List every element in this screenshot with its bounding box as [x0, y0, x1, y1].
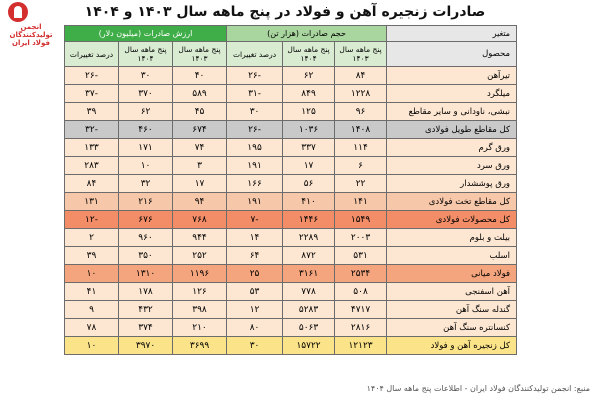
vol-1403-cell: ۲۵۳۴ [335, 265, 387, 283]
val-1404-cell: ۱۷۸ [119, 283, 173, 301]
row-label: میلگرد [387, 85, 517, 103]
header-val-change: درصد تغییرات [65, 42, 119, 67]
vol-change-cell: ۵۳ [227, 283, 283, 301]
val-1404-cell: ۳۷۴ [119, 319, 173, 337]
association-logo [2, 2, 60, 47]
vol-1404-cell: ۳۳۷ [283, 139, 335, 157]
export-table-container [64, 25, 516, 355]
page-title: صادرات زنجیره آهن و فولاد در پنج ماهه سال ۱۴۰۳ و ۱۴۰۴ [84, 4, 486, 20]
val-1403-cell: ۹۴ [173, 193, 227, 211]
val-1404-cell: ۶۷۶ [119, 211, 173, 229]
vol-1404-cell: ۱۲۵ [283, 103, 335, 121]
table-row [65, 139, 517, 157]
table-row [65, 229, 517, 247]
vol-1403-cell: ۶ [335, 157, 387, 175]
vol-change-cell: ۱۹۵ [227, 139, 283, 157]
vol-1403-cell: ۲۸۱۶ [335, 319, 387, 337]
val-1404-cell: ۳۵۰ [119, 247, 173, 265]
header-value-group: ارزش صادرات (میلیون دلار) [65, 26, 227, 42]
vol-change-cell: ۱۹۱ [227, 193, 283, 211]
vol-1404-cell: ۱۴۴۶ [283, 211, 335, 229]
table-row [65, 283, 517, 301]
val-1403-cell: ۹۴۴ [173, 229, 227, 247]
val-1404-cell: ۱۰ [119, 157, 173, 175]
val-1404-cell: ۴۶۰ [119, 121, 173, 139]
row-label: آهن اسفنجی [387, 283, 517, 301]
vol-change-cell: ۱۲ [227, 301, 283, 319]
row-label: کل مقاطع تخت فولادی [387, 193, 517, 211]
vol-1403-cell: ۹۶ [335, 103, 387, 121]
vol-1404-cell: ۶۲ [283, 67, 335, 85]
val-change-cell: ۳۹ [65, 103, 119, 121]
val-1403-cell: ۳ [173, 157, 227, 175]
export-table [64, 25, 517, 355]
vol-1403-cell: ۱۵۴۹ [335, 211, 387, 229]
table-body [65, 67, 517, 355]
table-row [65, 157, 517, 175]
vol-change-cell: ۳۰ [227, 337, 283, 355]
table-row [65, 67, 517, 85]
header-val-1404: پنج ماهه سال ۱۴۰۴ [119, 42, 173, 67]
vol-1404-cell: ۲۲۸۹ [283, 229, 335, 247]
vol-1403-cell: ۱۱۴ [335, 139, 387, 157]
header-variable: متغیر [387, 26, 517, 42]
val-1404-cell: ۱۳۱۰ [119, 265, 173, 283]
vol-1403-cell: ۲۰۰۳ [335, 229, 387, 247]
val-1404-cell: ۱۷۱ [119, 139, 173, 157]
header-product: محصول [387, 42, 517, 67]
val-1403-cell: ۷۶۸ [173, 211, 227, 229]
vol-1403-cell: ۵۳۱ [335, 247, 387, 265]
vol-1404-cell: ۸۷۲ [283, 247, 335, 265]
val-change-cell: ۲ [65, 229, 119, 247]
vol-1404-cell: ۸۴۹ [283, 85, 335, 103]
val-change-cell: ۲۸۳ [65, 157, 119, 175]
vol-change-cell: ۶۴ [227, 247, 283, 265]
table-row [65, 193, 517, 211]
vol-1404-cell: ۳۱۶۱ [283, 265, 335, 283]
val-1404-cell: ۲۱۶ [119, 193, 173, 211]
row-label: کل زنجیره آهن و فولاد [387, 337, 517, 355]
vol-1403-cell: ۲۲ [335, 175, 387, 193]
val-1403-cell: ۷۴ [173, 139, 227, 157]
val-change-cell: -۳۷ [65, 85, 119, 103]
val-1404-cell: ۶۲ [119, 103, 173, 121]
val-1404-cell: ۹۶۰ [119, 229, 173, 247]
logo-text: انجمن تولیدکنندگان فولاد ایران [9, 23, 53, 47]
vol-1403-cell: ۵۰۸ [335, 283, 387, 301]
table-row [65, 103, 517, 121]
table-row [65, 175, 517, 193]
logo-mark-icon [8, 2, 28, 22]
val-change-cell: ۱۳۱ [65, 193, 119, 211]
vol-1403-cell: ۱۴۰۸ [335, 121, 387, 139]
table-row [65, 301, 517, 319]
table-row [65, 85, 517, 103]
vol-change-cell: -۲۶ [227, 67, 283, 85]
header-vol-1403: پنج ماهه سال ۱۴۰۳ [335, 42, 387, 67]
row-label: اسلب [387, 247, 517, 265]
table-row [65, 247, 517, 265]
val-1403-cell: ۱۲۶ [173, 283, 227, 301]
table-row [65, 265, 517, 283]
val-1404-cell: ۴۳۲ [119, 301, 173, 319]
row-label: نبشی، ناودانی و سایر مقاطع [387, 103, 517, 121]
val-1403-cell: ۵۸۹ [173, 85, 227, 103]
val-1404-cell: ۳۲ [119, 175, 173, 193]
vol-change-cell: ۳۰ [227, 103, 283, 121]
vol-change-cell: ۸۰ [227, 319, 283, 337]
row-label: ورق پوششدار [387, 175, 517, 193]
vol-change-cell: ۲۵ [227, 265, 283, 283]
val-1404-cell: ۳۰ [119, 67, 173, 85]
source-footnote: منبع: انجمن تولیدکنندگان فولاد ایران - اطلاعات پنج ماهه سال ۱۴۰۴ [366, 384, 590, 393]
vol-change-cell: -۳۱ [227, 85, 283, 103]
val-change-cell: ۱۳۳ [65, 139, 119, 157]
table-row [65, 121, 517, 139]
row-label: فولاد میانی [387, 265, 517, 283]
val-1403-cell: ۴۰ [173, 67, 227, 85]
table-row [65, 337, 517, 355]
val-change-cell: ۳۹ [65, 247, 119, 265]
vol-1404-cell: ۵۶ [283, 175, 335, 193]
val-1404-cell: ۳۷۰ [119, 85, 173, 103]
row-label: کل مقاطع طویل فولادی [387, 121, 517, 139]
row-label: بیلت و بلوم [387, 229, 517, 247]
vol-1403-cell: ۱۴۱ [335, 193, 387, 211]
header-volume-group: حجم صادرات (هزار تن) [227, 26, 387, 42]
val-1403-cell: ۳۶۹۹ [173, 337, 227, 355]
val-change-cell: -۲۶ [65, 67, 119, 85]
header-val-1403: پنج ماهه سال ۱۴۰۳ [173, 42, 227, 67]
vol-1403-cell: ۱۲۱۲۳ [335, 337, 387, 355]
row-label: ورق گرم [387, 139, 517, 157]
val-1403-cell: ۲۵۲ [173, 247, 227, 265]
val-change-cell: ۴۱ [65, 283, 119, 301]
val-change-cell: -۳۲ [65, 121, 119, 139]
val-change-cell: ۷۸ [65, 319, 119, 337]
vol-1404-cell: ۵۲۸۳ [283, 301, 335, 319]
val-change-cell: ۹ [65, 301, 119, 319]
row-label: گندله سنگ آهن [387, 301, 517, 319]
vol-change-cell: -۲۶ [227, 121, 283, 139]
val-change-cell: ۱۰ [65, 337, 119, 355]
vol-1404-cell: ۱۰۳۶ [283, 121, 335, 139]
vol-1404-cell: ۴۱۰ [283, 193, 335, 211]
val-change-cell: ۱۰ [65, 265, 119, 283]
row-label: تیرآهن [387, 67, 517, 85]
vol-change-cell: ۱۹۱ [227, 157, 283, 175]
vol-change-cell: ۱۶۶ [227, 175, 283, 193]
row-label: ورق سرد [387, 157, 517, 175]
val-1403-cell: ۴۵ [173, 103, 227, 121]
table-row [65, 319, 517, 337]
table-row [65, 211, 517, 229]
header-vol-1404: پنج ماهه سال ۱۴۰۴ [283, 42, 335, 67]
val-1403-cell: ۱۷ [173, 175, 227, 193]
header-vol-change: درصد تغییرات [227, 42, 283, 67]
vol-change-cell: -۷ [227, 211, 283, 229]
val-1403-cell: ۲۱۰ [173, 319, 227, 337]
vol-change-cell: ۱۴ [227, 229, 283, 247]
vol-1404-cell: ۱۷ [283, 157, 335, 175]
val-change-cell: ۸۴ [65, 175, 119, 193]
val-1403-cell: ۳۹۸ [173, 301, 227, 319]
vol-1404-cell: ۱۵۷۲۲ [283, 337, 335, 355]
vol-1403-cell: ۴۷۱۷ [335, 301, 387, 319]
vol-1403-cell: ۱۲۲۸ [335, 85, 387, 103]
row-label: کنسانتره سنگ آهن [387, 319, 517, 337]
val-1403-cell: ۱۱۹۶ [173, 265, 227, 283]
row-label: کل محصولات فولادی [387, 211, 517, 229]
val-1404-cell: ۳۹۷۰ [119, 337, 173, 355]
vol-1404-cell: ۵۰۶۳ [283, 319, 335, 337]
val-change-cell: -۱۲ [65, 211, 119, 229]
vol-1404-cell: ۷۷۸ [283, 283, 335, 301]
val-1403-cell: ۶۷۴ [173, 121, 227, 139]
vol-1403-cell: ۸۴ [335, 67, 387, 85]
